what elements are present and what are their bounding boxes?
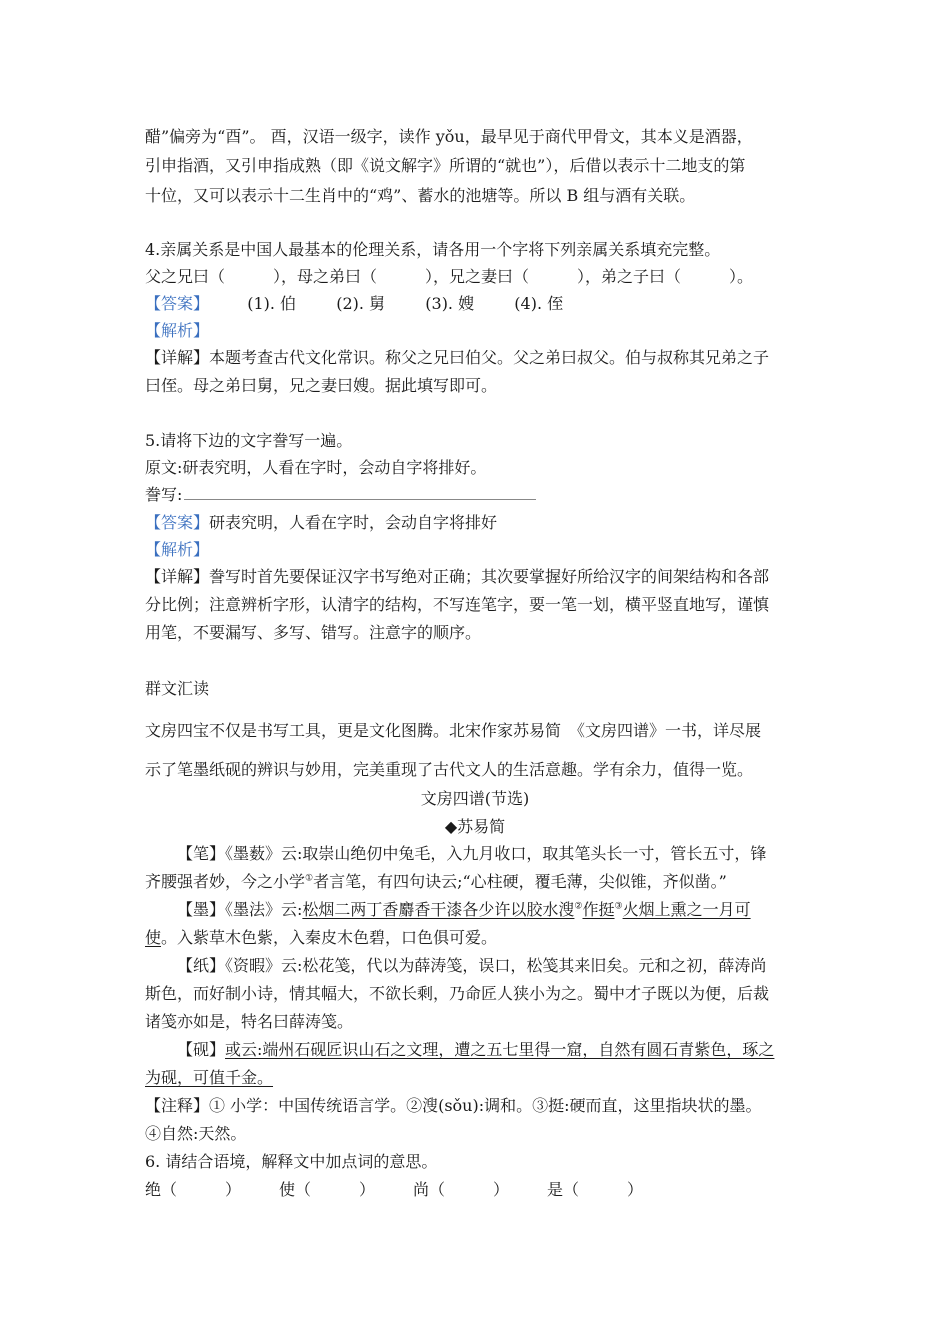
copy-label: 誊写:	[145, 485, 183, 504]
bi-text: 者言笔，有四句诀云;“心柱硬，覆毛薄，尖似锥，齐似凿。”	[313, 872, 727, 891]
q4-stem: 4.亲属关系是中国人最基本的伦理关系，请各用一个字将下列亲属关系填充完整。	[145, 240, 721, 259]
bi-line-1: 【笔】《墨薮》云:取崇山绝仞中兔毛，入九月收口，取其笔头长一寸，管长五寸，锋	[177, 844, 767, 863]
q6-blank: 尚（ ）	[413, 1180, 510, 1199]
prev-text-line-3: 十位，又可以表示十二生肖中的“鸡”、蓄水的池塘等。所以 B 组与酒有关联。	[145, 186, 696, 205]
footnote-marker: ②	[574, 901, 583, 912]
mo-underlined-text: 松烟二两丁香麝香干漆各少许以胶水溲	[302, 900, 575, 919]
answer-tag: 【答案】	[145, 513, 210, 532]
q5-analysis-tag: 【解析】	[145, 540, 210, 559]
bi-line-2	[145, 872, 727, 892]
mo-line-1	[177, 900, 751, 920]
section-title: 群文汇读	[145, 679, 210, 698]
q4-answer-line	[145, 294, 563, 314]
notes-line-2: ④自然:天然。	[145, 1124, 247, 1143]
yan-line-2: 为砚，可值千金。	[145, 1068, 274, 1087]
yan-underlined-text: 或云:端州石砚匠识山石之文理，遭之五七里得一窟，自然有圆石青紫色，琢之	[225, 1040, 775, 1059]
q5-stem: 5.请将下边的文字誊写一遍。	[145, 431, 353, 450]
intro-line-1: 文房四宝不仅是书写工具，更是文化图腾。北宋作家苏易简 《文房四谱》一书，详尽展	[145, 721, 762, 740]
answer-item: (3). 嫂	[425, 294, 475, 313]
yan-line-1	[177, 1040, 774, 1060]
q4-detail-line-2: 曰侄。母之弟曰舅，兄之妻曰嫂。据此填写即可。	[145, 376, 498, 395]
zhi-line-2: 斯色，而好制小诗，情其幅大，不欲长剩，乃命匠人狭小为之。蜀中才子既以为便，后裁	[145, 984, 770, 1003]
prev-text-line-1: 醋”偏旁为“酉”。 酉，汉语一级字，读作 yǒu，最早见于商代甲骨文，其本义是酒器，	[145, 127, 753, 146]
passage-title: 文房四谱(节选)	[420, 789, 530, 808]
prev-text-line-2: 引申指酒，又引申指成熟（即《说文解字》所谓的“就也”），后借以表示十二地支的第	[145, 156, 746, 175]
q5-detail-line-3: 用笔，不要漏写、多写、错写。注意字的顺序。	[145, 623, 482, 642]
q5-detail-line-1	[145, 567, 769, 587]
q5-copy-line	[145, 485, 536, 505]
q5-answer-line	[145, 513, 497, 533]
q4-blanks: 父之兄曰（ ），母之弟曰（ ），兄之妻曰（ ），弟之子曰（ ）。	[145, 267, 754, 286]
q4-analysis-tag: 【解析】	[145, 321, 210, 340]
passage-author: ◆苏易简	[444, 817, 506, 836]
mo-line-2	[145, 928, 497, 948]
answer-text: 研表究明，人看在字时，会动自字将排好	[209, 513, 498, 532]
q6-stem: 6. 请结合语境，解释文中加点词的意思。	[145, 1152, 438, 1171]
q6-blank: 绝（ ）	[145, 1180, 242, 1199]
notes-line-1: 【注释】① 小学：中国传统语言学。②溲(sǒu):调和。③挺:硬而直，这里指块状的墨。	[145, 1096, 762, 1115]
bi-text: 齐腰强者妙，今之小学	[145, 872, 306, 891]
q5-original: 原文:研表究明，人看在字时，会动自字将排好。	[145, 458, 487, 477]
q6-blank: 使（ ）	[279, 1180, 376, 1199]
zhi-line-1: 【纸】《资暇》云:松花笺，代以为薛涛笺，误口，松笺其来旧矣。元和之初，薛涛尚	[177, 956, 767, 975]
detail-tag: 【详解】	[145, 567, 210, 586]
zhi-line-3: 诸笺亦如是，特名曰薛涛笺。	[145, 1012, 354, 1031]
mo-underlined-text: 作挺	[582, 900, 615, 919]
footnote-marker: ③	[614, 901, 623, 912]
mo-underlined-text: 使	[145, 928, 162, 947]
mo-text: 。入紫草木色紫，入秦皮木色碧，口色俱可爱。	[161, 928, 498, 947]
intro-line-2: 示了笔墨纸砚的辨识与妙用，完美重现了古代文人的生活意趣。学有余力，值得一览。	[145, 760, 754, 779]
q5-detail-line-2: 分比例；注意辨析字形，认清字的结构，不写连笔字，要一笔一划，横平竖直地写，谨慎	[145, 595, 770, 614]
q6-blanks	[145, 1180, 643, 1200]
yan-text: 【砚】	[177, 1040, 226, 1059]
detail-tag: 【详解】	[145, 348, 210, 367]
q6-blank: 是（ ）	[547, 1180, 644, 1199]
detail-text: 誊写时首先要保证汉字书写绝对正确；其次要掌握好所给汉字的间架结构和各部	[209, 567, 770, 586]
answer-item: (4). 侄	[514, 294, 564, 313]
q4-detail-line-1	[145, 348, 769, 368]
answer-item: (1). 伯	[247, 294, 297, 313]
copy-answer-line[interactable]	[184, 485, 536, 500]
footnote-marker: ①	[305, 873, 314, 884]
mo-underlined-text: 火烟上熏之一月可	[622, 900, 751, 919]
mo-text: 【墨】《墨法》云:	[177, 900, 303, 919]
answer-tag: 【答案】	[145, 294, 210, 313]
answer-item: (2). 舅	[336, 294, 386, 313]
detail-text: 本题考查古代文化常识。称父之兄曰伯父。父之弟曰叔父。伯与叔称其兄弟之子	[209, 348, 770, 367]
